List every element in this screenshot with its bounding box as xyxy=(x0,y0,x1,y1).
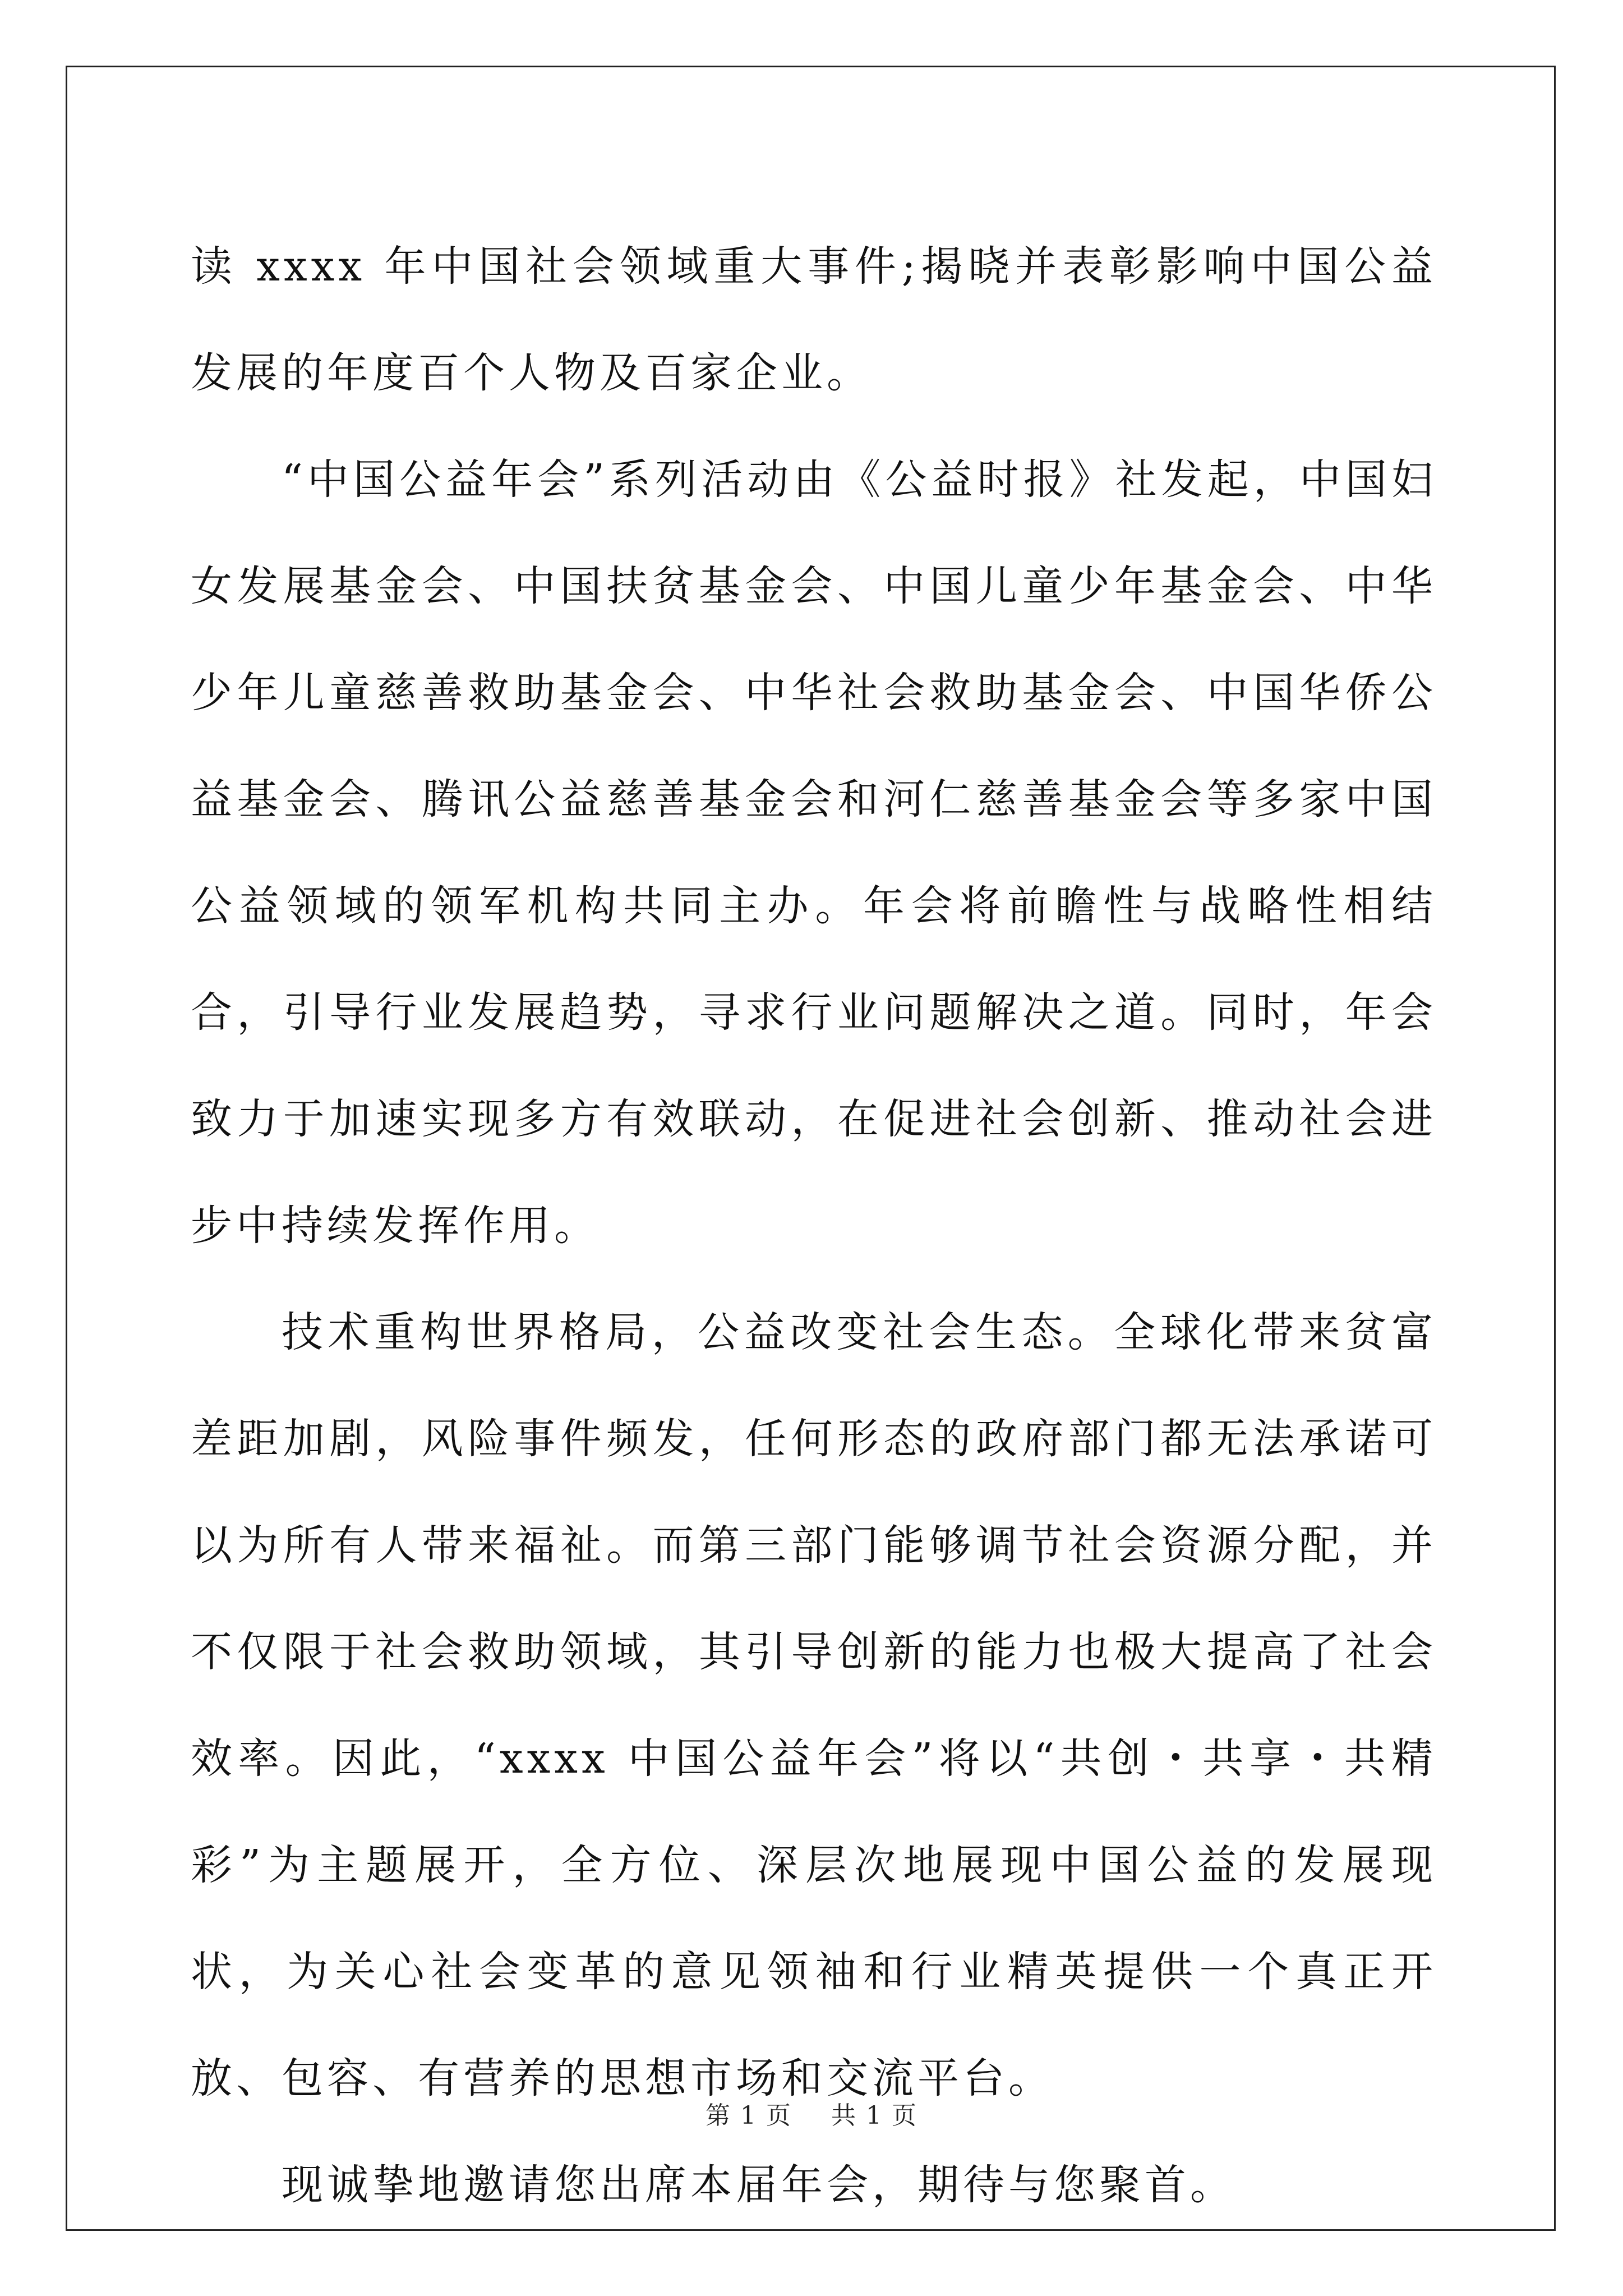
page-number-total: 共 1 页 xyxy=(831,2101,917,2130)
paragraph-annual-meeting-intro: “中国公益年会”系列活动由《公益时报》社发起，中国妇女发展基金会、中国扶贫基金会、中国儿童少年基金会、中华少年儿童慈善救助基金会、中华社会救助基金会、中国华侨公益基金会、腾讯公益慈善基金会和河仁慈善基金会等多家中国公益领域的领军机构共同主办。年会将前瞻性与战略性相结合，引导行业发展趋势，寻求行业问题解决之道。同时，年会致力于加速实现多方有效联动，在促进社会创新、推动社会进步中持续发挥作用。 xyxy=(191,455,1437,1250)
page-footer xyxy=(0,2099,1623,2133)
paragraph-continued: 读 xxxx 年中国社会领域重大事件;揭晓并表彰影响中国公益发展的年度百个人物及百家企业。 xyxy=(191,242,1437,397)
paragraph-invitation: 现诚挚地邀请您出席本届年会，期待与您聚首。 xyxy=(282,2161,1235,2209)
document-body xyxy=(191,213,1437,2238)
page-number-current: 第 1 页 xyxy=(706,2101,792,2130)
paragraph-theme: 技术重构世界格局，公益改变社会生态。全球化带来贫富差距加剧，风险事件频发，任何形态的政府部门都无法承诺可以为所有人带来福祉。而第三部门能够调节社会资源分配，并不仅限于社会救助领域，其引导创新的能力也极大提高了社会效率。因此，“xxxx 中国公益年会”将以“共创・共享・共精彩”为主题展开，全方位、深层次地展现中国公益的发展现状，为关心社会变革的意见领袖和行业精英提供一个真正开放、包容、有营养的思想市场和交流平台。 xyxy=(191,1308,1437,2102)
